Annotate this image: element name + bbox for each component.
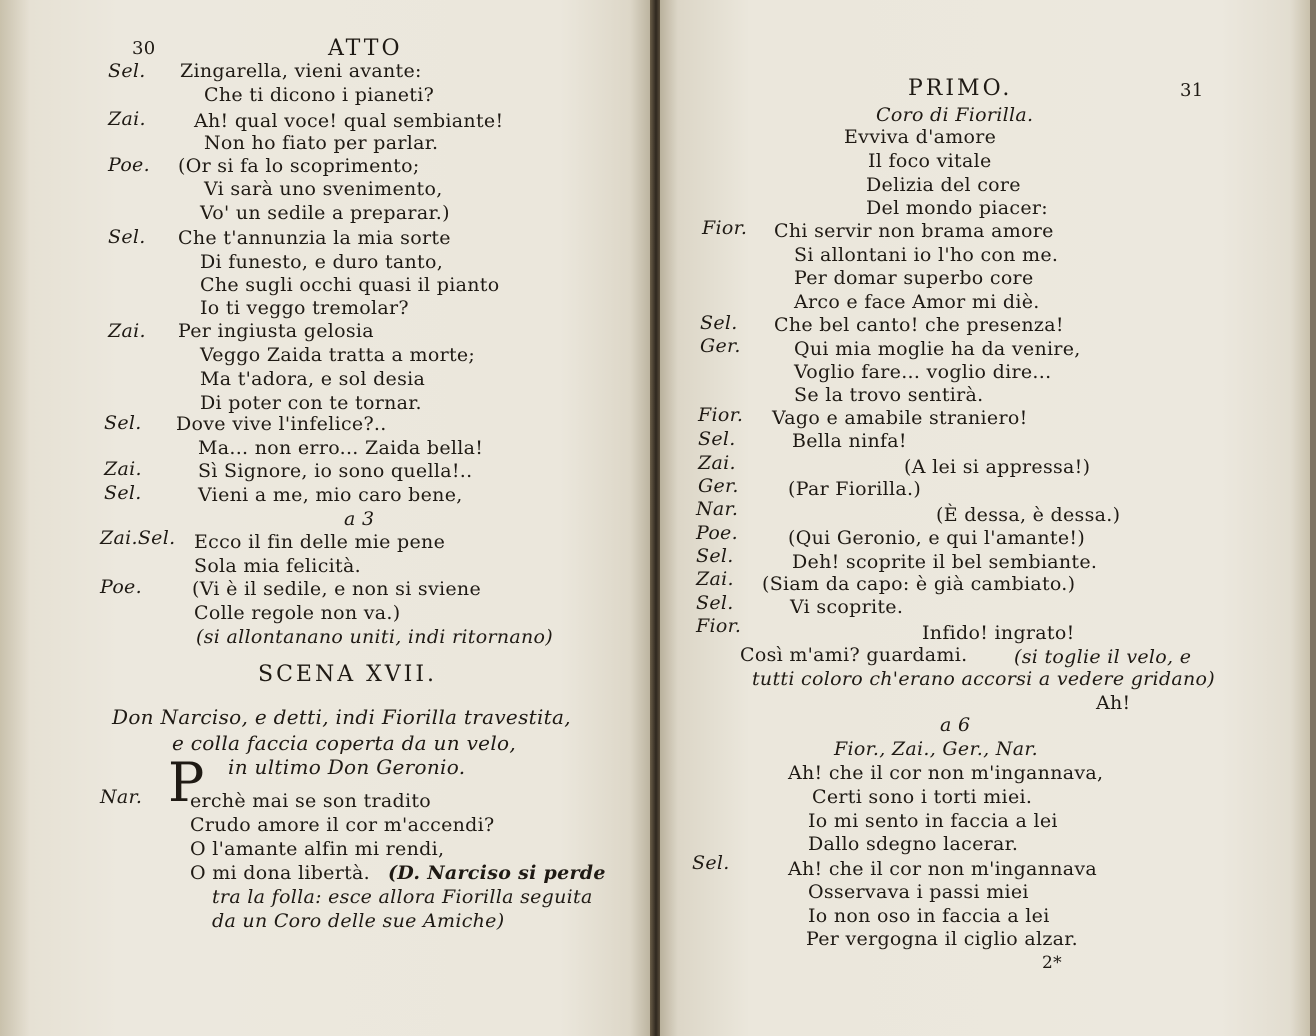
verse-line: Veggo Zaida tratta a morte; — [200, 344, 476, 366]
verse-line: Vi scoprite. — [790, 596, 904, 618]
speaker-label: Sel. — [700, 312, 738, 334]
verse-line: Per vergogna il ciglio alzar. — [806, 928, 1078, 950]
verse-line: Sola mia felicità. — [194, 555, 361, 577]
speaker-label: Sel. — [692, 852, 730, 874]
left-page — [0, 0, 652, 1036]
verse-line: Che sugli occhi quasi il pianto — [200, 274, 500, 296]
verse-line: (Siam da capo: è già cambiato.) — [762, 573, 1076, 595]
page-edge — [1310, 0, 1316, 1036]
verse-line: erchè mai se son tradito — [190, 790, 432, 812]
speaker-label: Ger. — [700, 335, 741, 357]
verse-line: O l'amante alfin mi rendi, — [190, 838, 445, 860]
speaker-label: Nar. — [696, 498, 739, 520]
stage-direction: tra la folla: esce allora Fiorilla seguita — [212, 886, 593, 908]
verse-line: Di poter con te tornar. — [200, 392, 422, 414]
verse-line: Sì Signore, io sono quella!.. — [198, 460, 473, 482]
chorus-heading: Coro di Fiorilla. — [876, 104, 1034, 126]
verse-line: (Par Fiorilla.) — [788, 478, 922, 500]
verse-line: Crudo amore il cor m'accendi? — [190, 814, 495, 836]
speaker-label: Ger. — [698, 475, 739, 497]
ensemble-marker: a 6 — [940, 714, 971, 736]
speaker-label: Sel. — [108, 226, 146, 248]
verse-line: Infido! ingrato! — [922, 622, 1075, 644]
verse-line: Ah! che il cor non m'ingannava, — [788, 762, 1104, 784]
running-head: PRIMO. — [908, 76, 1013, 101]
speaker-label: Zai. — [108, 320, 146, 342]
speaker-label: Zai. — [108, 108, 146, 130]
verse-line: Io non oso in faccia a lei — [808, 905, 1050, 927]
verse-line: (A lei si appressa!) — [904, 456, 1091, 478]
stage-direction: (si toglie il velo, e — [1014, 646, 1192, 668]
verse-line: Per ingiusta gelosia — [178, 320, 374, 342]
stage-direction: (D. Narciso si perde — [388, 862, 606, 884]
running-head: ATTO — [328, 36, 403, 61]
verse-line: Certi sono i torti miei. — [812, 786, 1033, 808]
speaker-label: Sel. — [104, 482, 142, 504]
speaker-label: Zai. — [698, 452, 736, 474]
ensemble-names: Fior., Zai., Ger., Nar. — [834, 738, 1038, 760]
exclamation: Ah! — [1096, 692, 1131, 714]
verse-line: Qui mia moglie ha da venire, — [794, 338, 1081, 360]
speaker-label: Zai. — [104, 458, 142, 480]
verse-line: Di funesto, e duro tanto, — [200, 251, 444, 273]
speaker-label: Poe. — [108, 154, 150, 176]
verse-line: Ma t'adora, e sol desia — [200, 368, 426, 390]
verse-line: Osservava i passi miei — [808, 881, 1029, 903]
verse-line: Se la trovo sentirà. — [794, 384, 984, 406]
speaker-label: Sel. — [698, 428, 736, 450]
speaker-label: Zai.Sel. — [100, 527, 176, 549]
verse-line: Delizia del core — [866, 174, 1021, 196]
stage-direction: da un Coro delle sue Amiche) — [212, 910, 505, 932]
verse-line: Vieni a me, mio caro bene, — [198, 484, 463, 506]
verse-line: Deh! scoprite il bel sembiante. — [792, 551, 1098, 573]
ensemble-marker: a 3 — [344, 508, 375, 530]
stage-direction: in ultimo Don Geronio. — [228, 755, 466, 779]
speaker-label: Sel. — [108, 60, 146, 82]
verse-line: Evviva d'amore — [844, 126, 997, 148]
speaker-label: Sel. — [696, 545, 734, 567]
speaker-label: Poe. — [100, 576, 142, 598]
stage-direction: e colla faccia coperta da un velo, — [172, 731, 517, 755]
speaker-label: Poe. — [696, 522, 738, 544]
verse-line: Ecco il fin delle mie pene — [194, 531, 446, 553]
verse-line: Così m'ami? guardami. — [740, 644, 968, 666]
verse-line: Dallo sdegno lacerar. — [808, 833, 1019, 855]
drop-cap: P — [168, 751, 205, 814]
verse-line: Zingarella, vieni avante: — [180, 60, 422, 82]
verse-line: Del mondo piacer: — [866, 197, 1048, 219]
speaker-label: Nar. — [100, 786, 143, 808]
verse-line: Il foco vitale — [868, 150, 992, 172]
verse-line: Non ho fiato per parlar. — [204, 132, 439, 154]
verse-line: Vi sarà uno svenimento, — [204, 178, 443, 200]
verse-line: Bella ninfa! — [792, 430, 907, 452]
verse-line: Che t'annunzia la mia sorte — [178, 227, 451, 249]
speaker-label: Fior. — [702, 217, 748, 239]
verse-line: (È dessa, è dessa.) — [936, 504, 1121, 526]
verse-line: O mi dona libertà. — [190, 862, 370, 884]
stage-direction: (si allontanano uniti, indi ritornano) — [196, 626, 553, 648]
signature-mark: 2* — [1042, 953, 1062, 973]
verse-line: Arco e face Amor mi diè. — [794, 291, 1040, 313]
scene-heading: SCENA XVII. — [258, 662, 438, 687]
speaker-label: Sel. — [104, 412, 142, 434]
speaker-label: Fior. — [696, 615, 742, 637]
verse-line: Dove vive l'infelice?.. — [176, 413, 387, 435]
verse-line: Si allontani io l'ho con me. — [794, 244, 1059, 266]
verse-line: Che ti dicono i pianeti? — [204, 84, 435, 106]
verse-line: Vo' un sedile a preparar.) — [200, 202, 450, 224]
verse-line: (Qui Geronio, e qui l'amante!) — [788, 527, 1086, 549]
verse-line: Colle regole non va.) — [194, 602, 401, 624]
verse-line: Voglio fare... voglio dire... — [794, 361, 1052, 383]
verse-line: (Or si fa lo scoprimento; — [178, 155, 420, 177]
right-page — [660, 0, 1310, 1036]
speaker-label: Sel. — [696, 592, 734, 614]
verse-line: Io mi sento in faccia a lei — [808, 810, 1058, 832]
stage-direction: tutti coloro ch'erano accorsi a vedere gridano) — [752, 668, 1216, 690]
verse-line: Io ti veggo tremolar? — [200, 297, 409, 319]
verse-line: (Vi è il sedile, e non si sviene — [192, 578, 482, 600]
verse-line: Ma... non erro... Zaida bella! — [198, 437, 484, 459]
verse-line: Chi servir non brama amore — [774, 220, 1054, 242]
page-number: 30 — [132, 38, 156, 59]
page-number: 31 — [1180, 80, 1204, 101]
verse-line: Ah! che il cor non m'ingannava — [788, 858, 1098, 880]
verse-line: Ah! qual voce! qual sembiante! — [194, 110, 504, 132]
verse-line: Vago e amabile straniero! — [772, 407, 1028, 429]
verse-line: Per domar superbo core — [794, 267, 1034, 289]
verse-line: Che bel canto! che presenza! — [774, 314, 1064, 336]
stage-direction: Don Narciso, e detti, indi Fiorilla travestita, — [112, 705, 571, 729]
speaker-label: Zai. — [696, 568, 734, 590]
speaker-label: Fior. — [698, 404, 744, 426]
